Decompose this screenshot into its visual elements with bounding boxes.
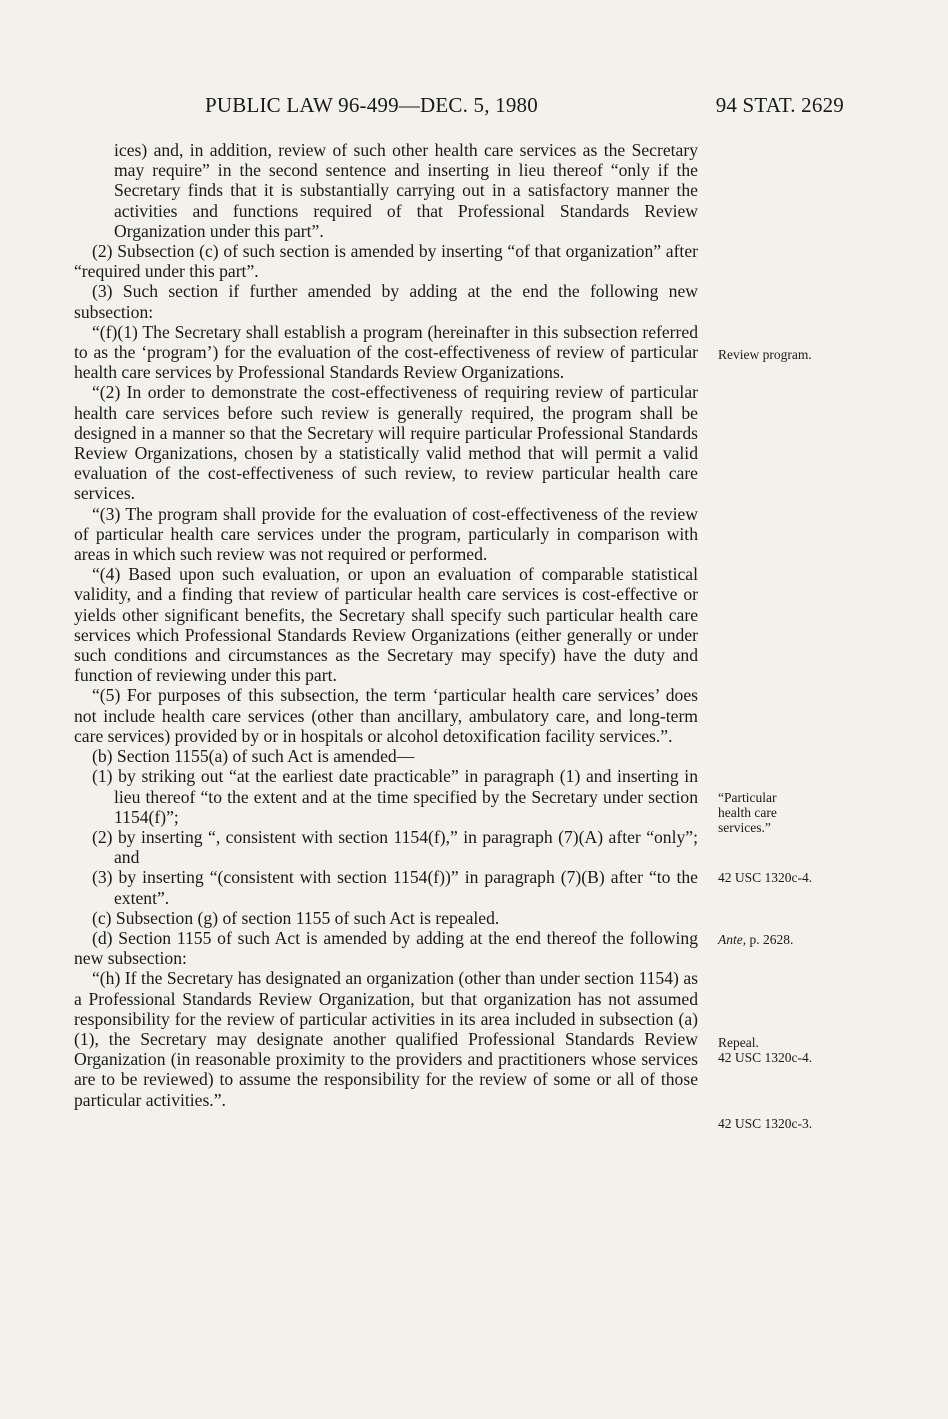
paragraph-d: (d) Section 1155 of such Act is amended by adding at the end thereof the following new subsection: [74,927,698,969]
law-text [74,140,698,1110]
margin-note-line: health care [718,805,777,820]
margin-note-ante [718,932,793,947]
margin-note-repeal: Repeal. [718,1035,759,1050]
margin-note-usc-3: 42 USC 1320c-3. [718,1116,813,1131]
paragraph-f2: “(2) In order to demonstrate the cost-effectiveness of requiring review of particular health care services before such review is generally required, the program shall be designed in a manner so that the Secretary will require particular Professional Standards Review Organizations, chosen by a statistically valid method that will permit a valid evaluation of the cost-effectiveness of such review, to review particular health care services. [74,382,698,504]
paragraph-new-subsection: (3) Such section if further amended by adding at the end the following new subsection: [74,281,698,322]
margin-note-usc-2: 42 USC 1320c-4. [718,1050,813,1065]
margin-note-ante-italic: Ante, [718,932,747,947]
paragraph-h: “(h) If the Secretary has designated an organization (other than under section 1154) as a Professional Standards Review Organization, but that organization has not assumed responsibility for the review of particular activities in its area included in subsection (a)(1), the Secretary may designate another qualified Professional Standards Review Organization (in reasonable proximity to the providers and practitioners whose services are to be reviewed) to assume the responsibility for the review of some or all of those particular activities.”. [74,968,698,1110]
paragraph-subsection-c: (2) Subsection (c) of such section is amended by inserting “of that organization” after “required under this part”. [74,241,698,282]
running-head: PUBLIC LAW 96-499—DEC. 5, 1980 [205,93,538,117]
paragraph-b2: (2) by inserting “, consistent with section 1154(f),” in paragraph (7)(A) after “only”; and [92,826,698,868]
paragraph-f1: “(f)(1) The Secretary shall establish a program (hereinafter in this subsection referred to as the ‘program’) for the evaluation of the cost-effectiveness of review of particular health care services by Professional Standards Review Organizations. [74,321,698,383]
margin-note-particular-health-care [718,790,777,835]
page-header [0,93,948,119]
paragraph-f5: “(5) For purposes of this subsection, the term ‘particular health care services’ does not include health care services (other than ancillary, ambulatory care, and long-term care services) provided by or in hospitals or alcohol detoxification facility services.”. [74,685,698,746]
paragraph-continuation: ices) and, in addition, review of such other health care services as the Secretary may require” in the second sentence and inserting in lieu thereof “only if the Secretary finds that it is substantially carrying out in a satisfactory manner the activities and functions required of that Professional Standards Review Organization under this part”. [114,140,698,241]
margin-note-ante-page: p. 2628. [746,932,794,947]
paragraph-f4: “(4) Based upon such evaluation, or upon an evaluation of comparable statistical validity, and a finding that review of particular health care services is cost-effective or yields other significant benefits, the Secretary shall specify such particular health care services which Professional Standards Review Organizations (either generally or under such conditions and circumstances as the Secretary may specify) have the duty and function of reviewing under this part. [74,564,698,686]
paragraph-b3: (3) by inserting “(consistent with section 1154(f))” in paragraph (7)(B) after “to the extent”. [92,867,698,908]
margin-note-line: “Particular [718,790,777,805]
margin-note-usc-1: 42 USC 1320c-4. [718,870,813,885]
paragraph-b1: (1) by striking out “at the earliest date practicable” in paragraph (1) and inserting in lieu thereof “to the extent and at the time specified by the Secretary under section 1154(f)”; [92,766,698,827]
statute-page-number: 94 STAT. 2629 [715,93,844,117]
margin-note-review-program: Review program. [718,347,812,362]
margin-note-line: services.” [718,820,771,835]
paragraph-f3: “(3) The program shall provide for the evaluation of cost-effectiveness of the review of particular health care services under the program, particularly in comparison with areas in which such review was not required or performed. [74,503,698,565]
paragraph-b: (b) Section 1155(a) of such Act is amended— [92,746,415,767]
paragraph-c: (c) Subsection (g) of section 1155 of such Act is repealed. [92,907,500,928]
